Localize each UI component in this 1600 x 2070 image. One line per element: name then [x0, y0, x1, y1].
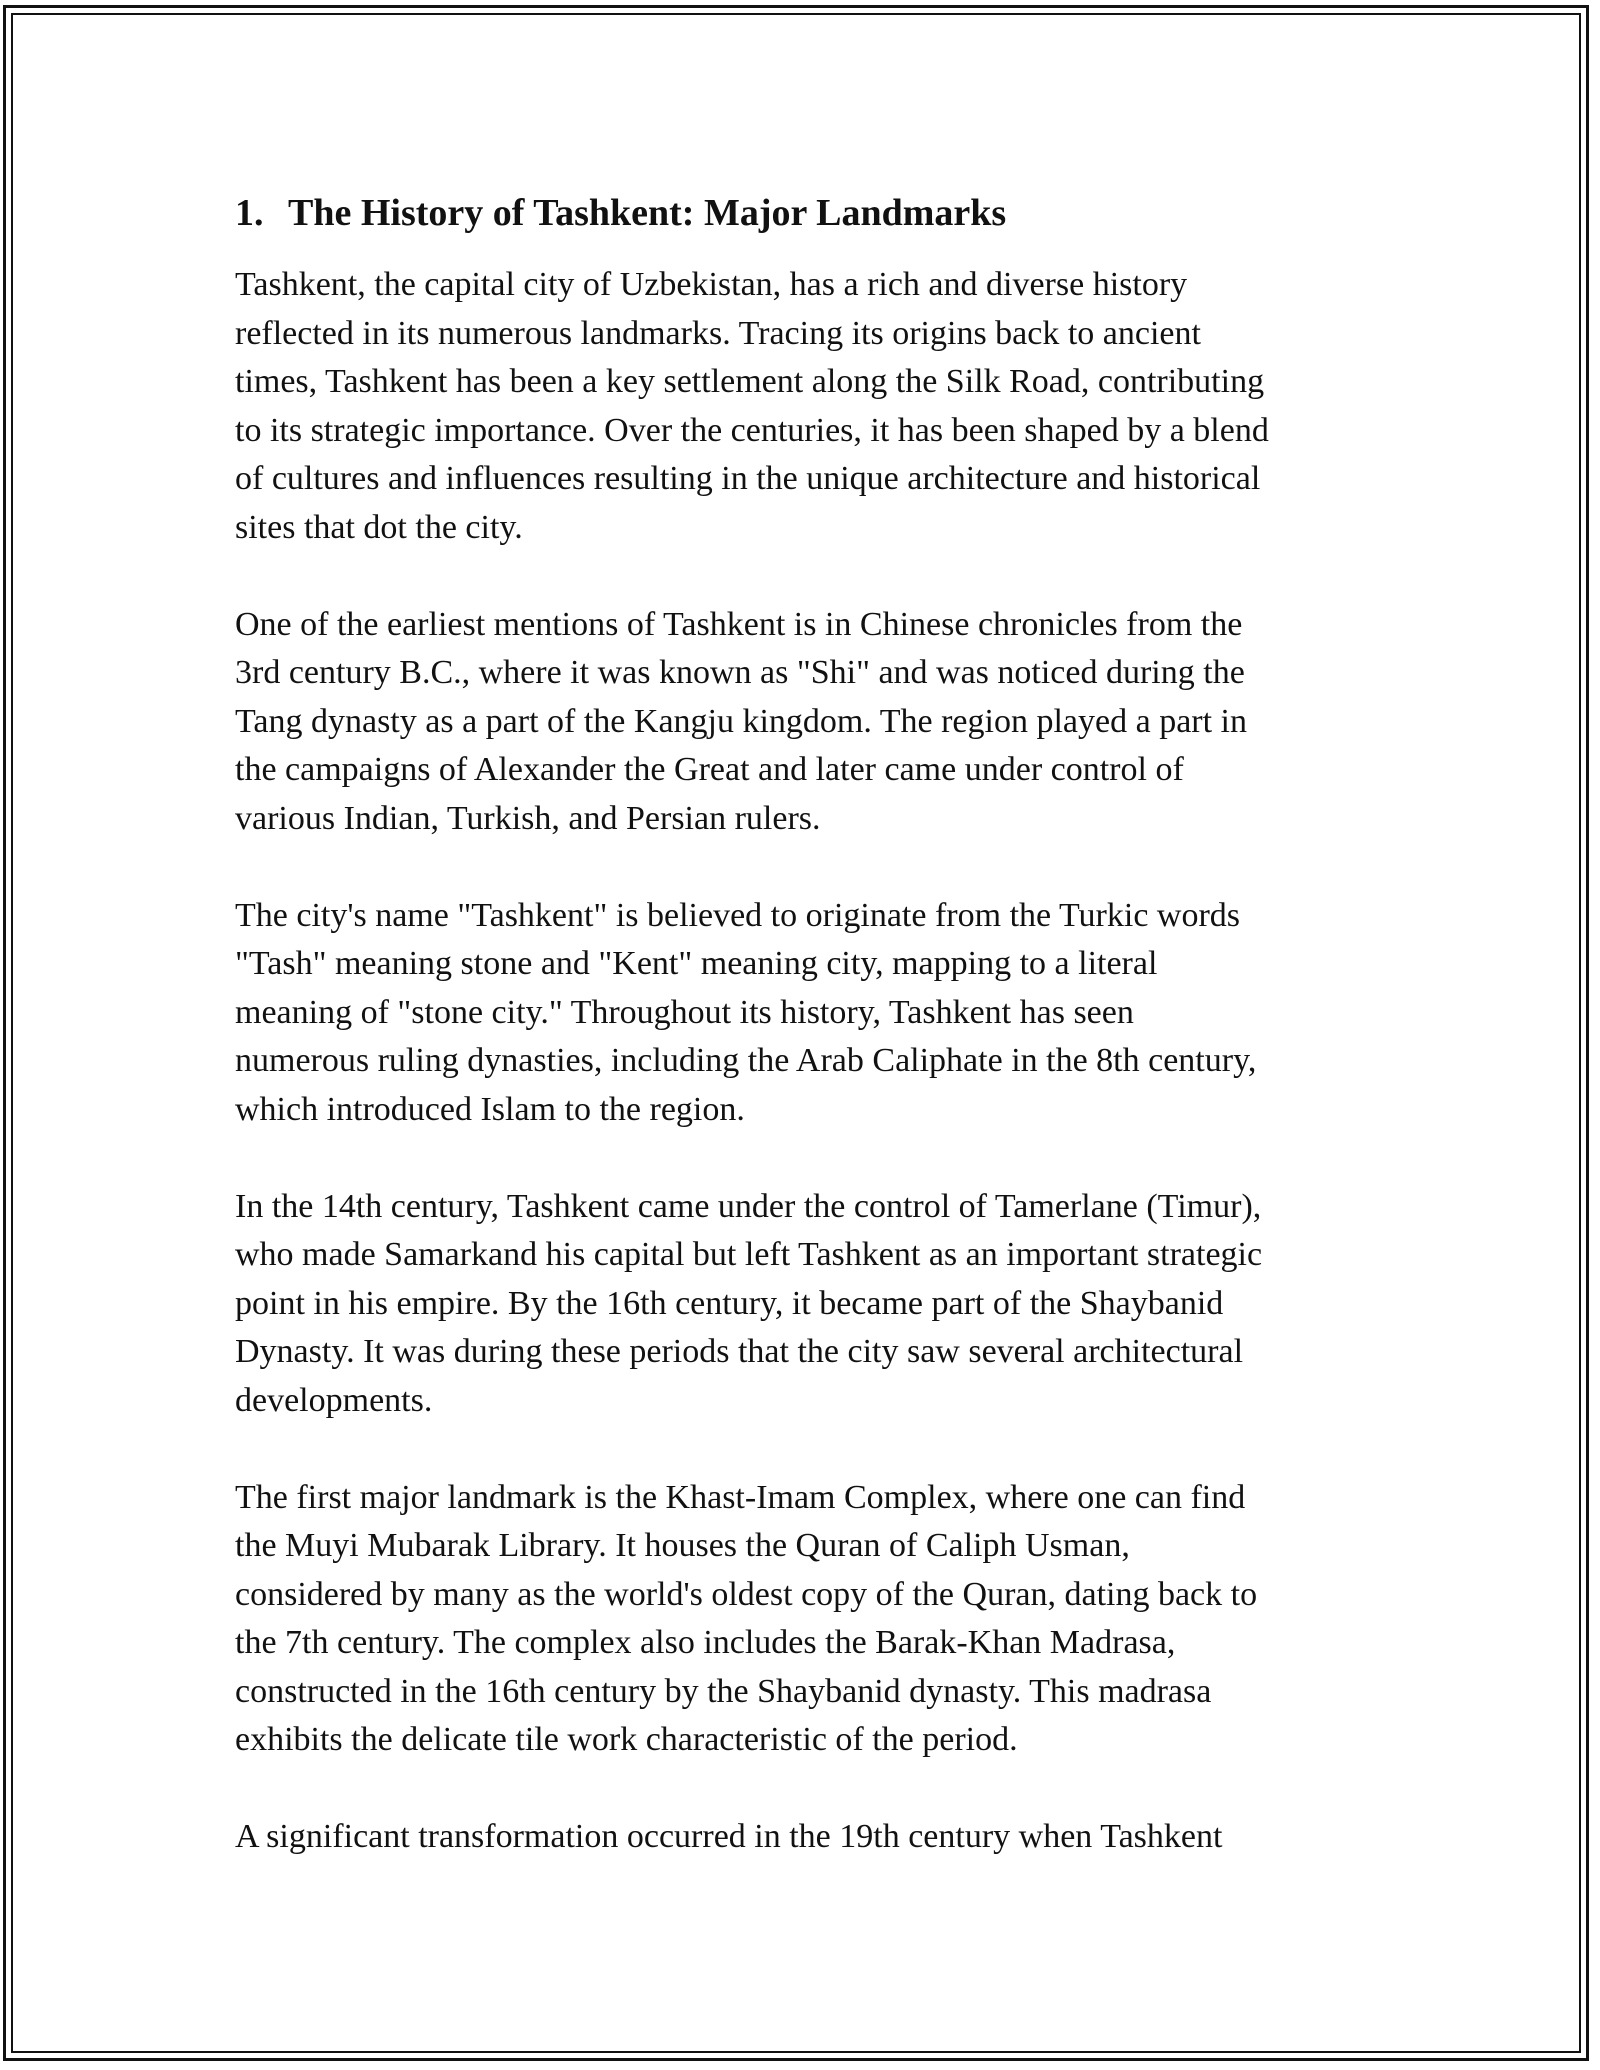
text-line: point in his empire. By the 16th century, it became part of the Shaybanid — [235, 1284, 1224, 1322]
text-line: which introduced Islam to the region. — [235, 1090, 745, 1128]
text-line: times, Tashkent has been a key settlement along the Silk Road, contributing — [235, 363, 1265, 400]
text-line: reflected in its numerous landmarks. Tracing its origins back to ancient — [235, 314, 1201, 352]
text-line: Tashkent, the capital city of Uzbekistan, has a rich and diverse history — [235, 266, 1188, 303]
paragraph — [235, 261, 1365, 552]
paragraph — [235, 1183, 1365, 1426]
text-line: The first major landmark is the Khast-Imam Complex, where one can find — [235, 1478, 1246, 1516]
document-body — [235, 185, 1365, 1910]
text-line: who made Samarkand his capital but left Tashkent as an important strategic — [235, 1236, 1263, 1273]
text-line: the campaigns of Alexander the Great and later came under control of — [235, 751, 1184, 788]
text-line: to its strategic importance. Over the centuries, it has been shaped by a blend — [235, 411, 1269, 449]
text-line: 3rd century B.C., where it was known as "Shi" and was noticed during the — [235, 654, 1245, 691]
text-line: of cultures and influences resulting in the unique architecture and historical — [235, 460, 1261, 497]
section-title: The History of Tashkent: Major Landmarks — [288, 192, 1007, 234]
text-line: exhibits the delicate tile work characteristic of the period. — [235, 1721, 1018, 1758]
text-line: A significant transformation occurred in the 19th century when Tashkent — [235, 1818, 1223, 1855]
text-line: the 7th century. The complex also includes the Barak-Khan Madrasa, — [235, 1624, 1176, 1661]
text-line: constructed in the 16th century by the Shaybanid dynasty. This madrasa — [235, 1672, 1212, 1710]
section-heading — [235, 185, 1365, 241]
paragraph — [235, 892, 1365, 1135]
text-line: The city's name "Tashkent" is believed to originate from the Turkic words — [235, 896, 1241, 934]
text-line: One of the earliest mentions of Tashkent is in Chinese chronicles from the — [235, 605, 1243, 643]
text-line: developments. — [235, 1381, 433, 1419]
paragraph — [235, 601, 1365, 844]
text-line: Tang dynasty as a part of the Kangju kingdom. The region played a part in — [235, 702, 1247, 740]
paragraph — [235, 1474, 1365, 1765]
text-line: considered by many as the world's oldest copy of the Quran, dating back to — [235, 1575, 1258, 1613]
text-line: In the 14th century, Tashkent came under the control of Tamerlane (Timur), — [235, 1187, 1262, 1225]
section-number: 1. — [235, 192, 264, 234]
text-line: "Tash" meaning stone and "Kent" meaning city, mapping to a literal — [235, 945, 1158, 982]
text-line: sites that dot the city. — [235, 508, 523, 546]
paragraph — [235, 1813, 1365, 1862]
text-line: Dynasty. It was during these periods that the city saw several architectural — [235, 1333, 1244, 1370]
text-line: the Muyi Mubarak Library. It houses the Quran of Caliph Usman, — [235, 1527, 1130, 1564]
text-line: meaning of "stone city." Throughout its history, Tashkent has seen — [235, 993, 1134, 1031]
text-line: numerous ruling dynasties, including the Arab Caliphate in the 8th century, — [235, 1042, 1257, 1079]
text-line: various Indian, Turkish, and Persian rulers. — [235, 799, 821, 837]
